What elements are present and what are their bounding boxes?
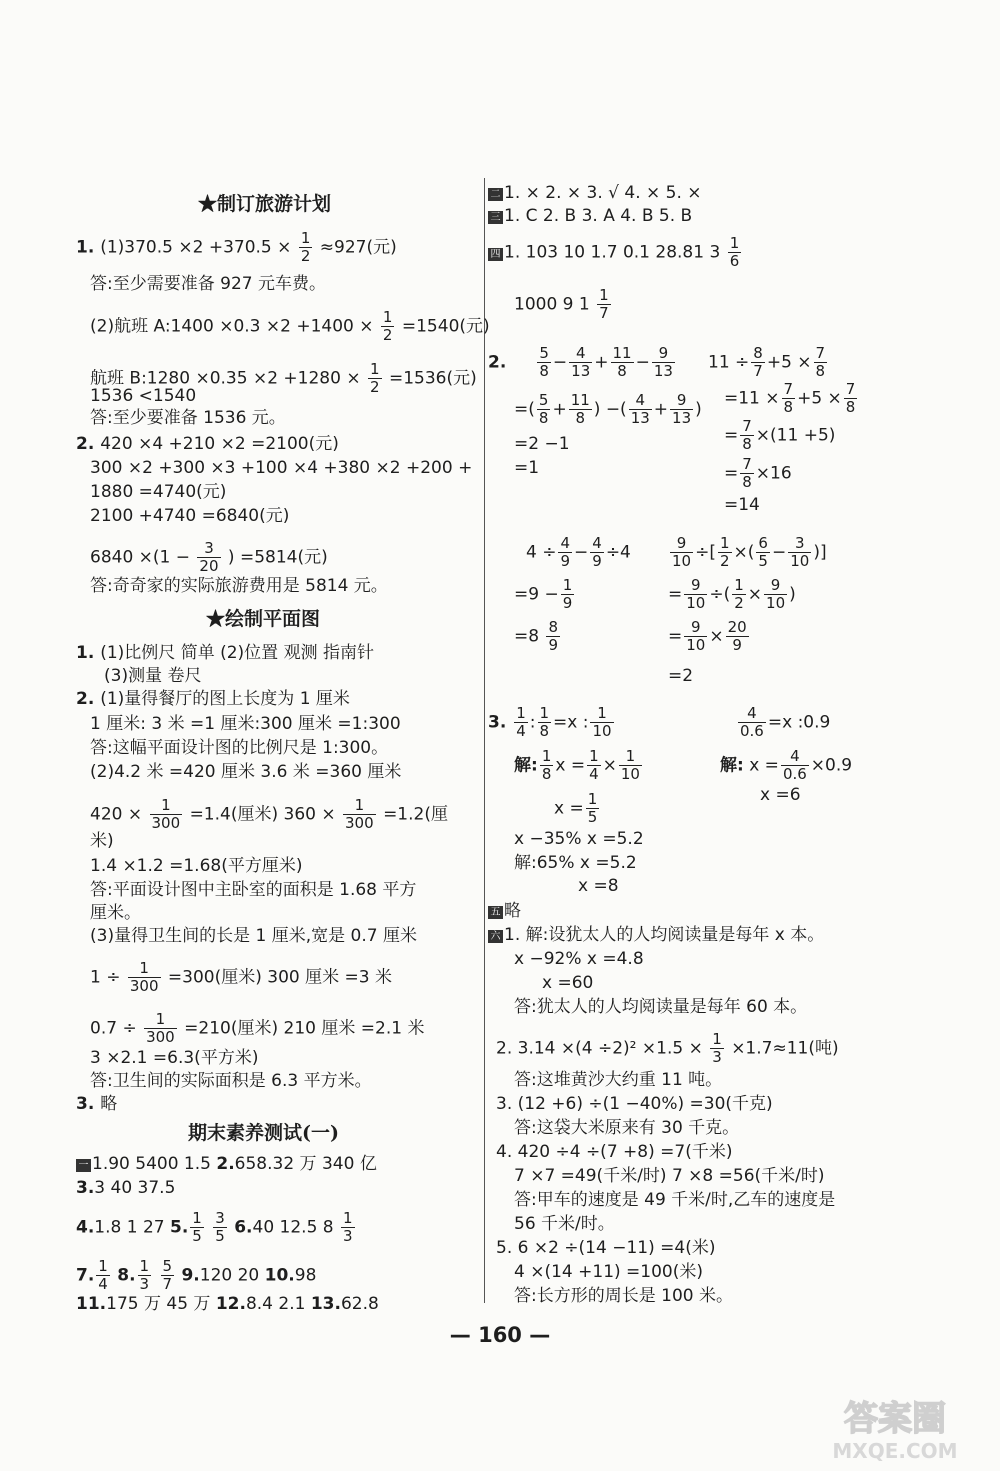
- p2-line-11: 1 ÷ $\frac{1}{300}$ =300(厘米) 300 厘米 =3 米: [90, 959, 393, 995]
- equation-line-2: 解:65% x =5.2: [514, 853, 637, 873]
- equation-line-1: x −35% x =5.2: [514, 829, 644, 849]
- equation-line-3: x =8: [578, 876, 619, 896]
- section-title-exam: 期末素养测试(一): [188, 1122, 339, 1144]
- six-line-10: 7 ×7 =49(千米/时) 7 ×8 =56(千米/时): [514, 1166, 825, 1186]
- six-line-13: 5. 6 ×2 ÷(14 −11) =4(米): [496, 1238, 716, 1258]
- p2-line-12: 0.7 ÷ $\frac{1}{300}$ =210(厘米) 210 厘米 =2.1 米: [90, 1010, 425, 1046]
- fraction: $\frac{1}{6}$: [729, 234, 740, 270]
- simplify-a-line-2: =( $\frac{5}{8}$ + $\frac{11}{8}$ ) −( $\frac{4}{13}$ + $\frac{9}{13}$ ): [514, 391, 702, 427]
- section-title-floorplan: ★绘制平面图: [206, 608, 321, 630]
- section-one-mark: 一: [76, 1159, 91, 1172]
- proportion-b-line-3: x =6: [760, 785, 801, 805]
- fraction: $\frac{3}{5}$: [215, 1209, 225, 1245]
- fraction: $\frac{1}{300}$: [345, 796, 374, 832]
- page-number: — 160 —: [449, 1323, 551, 1347]
- fraction: $\frac{3}{20}$: [199, 539, 219, 575]
- six-line-8: 答:这袋大米原来有 30 千克。: [514, 1118, 740, 1138]
- p1-line-1: 1. (1)比例尺 简单 (2)位置 观测 指南针: [76, 643, 374, 663]
- p3-line: 3. 略: [76, 1094, 118, 1114]
- watermark-text-main: 答案圈: [844, 1399, 946, 1439]
- fraction: $\frac{1}{300}$: [146, 1010, 175, 1046]
- six-line-3: x =60: [542, 973, 594, 993]
- exam-line-5: 11.175 万 45 万 12.8.4 2.1 13.62.8: [76, 1294, 379, 1314]
- fraction: $\frac{1}{300}$: [129, 959, 159, 995]
- six-line-14: 4 ×(14 +11) =100(米): [514, 1262, 704, 1282]
- q2-line-4: 2100 +4740 =6840(元): [90, 506, 290, 526]
- six-line-12: 56 千米/时。: [514, 1214, 615, 1234]
- fraction: $\frac{1}{7}$: [599, 286, 609, 322]
- q2-line-1: 2. 420 ×4 +210 ×2 =2100(元): [76, 434, 339, 454]
- six-line-15: 答:长方形的周长是 100 米。: [514, 1286, 733, 1306]
- simplify-c-line-1: 4 ÷ $\frac{4}{9}$ − $\frac{4}{9}$ ÷4: [526, 534, 631, 570]
- p2-line-14: 答:卫生间的实际面积是 6.3 平方米。: [90, 1071, 372, 1091]
- six-line-11: 答:甲车的速度是 49 千米/时,乙车的速度是: [514, 1190, 836, 1210]
- exam-line-3: 4.1.8 1 27 5. $\frac{1}{5}$ $\frac{3}{5}$ 6.40 12.5 8 $\frac{1}{3}$: [76, 1209, 353, 1245]
- simplify-b-line-1: 11 ÷ $\frac{8}{7}$ +5 × $\frac{7}{8}$: [708, 344, 826, 380]
- section-five: 五 略: [488, 900, 521, 922]
- q2-line-3: 1880 =4740(元): [90, 482, 227, 502]
- p2-line-9: 厘米。: [90, 903, 141, 923]
- simplify-b-line-3: = $\frac{7}{8}$ ×(11 +5): [724, 417, 836, 453]
- watermark-logo: [820, 1390, 970, 1465]
- section-six-mark: 六: [488, 930, 503, 943]
- p2-line-5: 420 × $\frac{1}{300}$ =1.4(厘米) 360 × $\frac{1}{300}$ =1.2(厘: [90, 796, 448, 832]
- fraction: $\frac{1}{2}$: [370, 360, 380, 396]
- simplify-a-line-4: =1: [514, 458, 540, 478]
- simplify-b-line-2: =11 × $\frac{7}{8}$ +5 × $\frac{7}{8}$: [724, 380, 856, 416]
- exam-line-1: 一 1.90 5400 1.5 2.658.32 万 340 亿: [76, 1153, 377, 1175]
- six-line-5: 2. 3.14 ×(4 ÷2)² ×1.5 × $\frac{1}{3}$ ×1.7≈11(吨): [496, 1030, 839, 1066]
- section-three-mark: 三: [488, 211, 503, 224]
- p2-line-8: 答:平面设计图中主卧室的面积是 1.68 平方: [90, 880, 417, 900]
- simplify-d-line-3: = $\frac{9}{10}$ × $\frac{20}{9}$: [668, 618, 747, 654]
- q1-answer-2: 答:至少要准备 1536 元。: [90, 408, 286, 428]
- simplify-d-line-4: =2: [668, 666, 694, 686]
- q1-line-c: 航班 B:1280 ×0.35 ×2 +1280 × $\frac{1}{2}$ =1536(元): [90, 360, 477, 396]
- p2-line-13: 3 ×2.1 =6.3(平方米): [90, 1048, 259, 1068]
- simplify-a-line-1: 2. $\frac{5}{8}$ − $\frac{4}{13}$ + $\frac{11}{8}$ − $\frac{9}{13}$: [488, 344, 673, 380]
- simplify-b-line-4: = $\frac{7}{8}$ ×16: [724, 455, 792, 491]
- fraction: $\frac{1}{3}$: [139, 1257, 150, 1293]
- q2-line-5: 6840 ×(1 − $\frac{3}{20}$ ) =5814(元): [90, 539, 328, 575]
- watermark-text-url: MXQE.COM: [832, 1439, 958, 1463]
- q2-line-2: 300 ×2 +300 ×3 +100 ×4 +380 ×2 +200 +: [90, 458, 473, 478]
- calc-line-1: 四 1. 103 10 1.7 0.1 28.81 3 $\frac{1}{6}$: [488, 235, 743, 270]
- q1-answer-1: 答:至少需要准备 927 元车费。: [90, 274, 326, 294]
- fraction: $\frac{1}{3}$: [343, 1209, 353, 1245]
- p2-line-2: 1 厘米: 3 米 =1 厘米:300 厘米 =1:300: [90, 714, 401, 734]
- p2-line-10: (3)量得卫生间的长是 1 厘米,宽是 0.7 厘米: [90, 926, 417, 946]
- six-line-9: 4. 420 ÷4 ÷(7 +8) =7(千米): [496, 1142, 733, 1162]
- exam-line-4: 7. $\frac{1}{4}$ 8. $\frac{1}{3}$ $\frac{5}{7}$ 9.120 20 10.98: [76, 1257, 317, 1293]
- calc-line-2: 1000 9 1 $\frac{1}{7}$: [514, 286, 609, 322]
- fraction: $\frac{1}{3}$: [712, 1030, 722, 1066]
- section-five-mark: 五: [488, 906, 503, 919]
- proportion-a-line-3: x = $\frac{1}{5}$: [554, 790, 598, 826]
- q1-line-b: (2)航班 A:1400 ×0.3 ×2 +1400 × $\frac{1}{2}$ =1540(元): [90, 308, 490, 344]
- fraction: $\frac{1}{300}$: [151, 796, 181, 832]
- proportion-a-line-2: 解: $\frac{1}{8}$ x = $\frac{1}{4}$ × $\frac{1}{10}$: [514, 747, 640, 783]
- fraction: $\frac{1}{2}$: [300, 229, 311, 265]
- p2-line-6: 米): [90, 831, 114, 851]
- proportion-b-line-1: $\frac{4}{0.6}$ =x :0.9: [740, 704, 831, 740]
- p2-line-1: 2. (1)量得餐厅的图上长度为 1 厘米: [76, 689, 350, 709]
- simplify-d-line-1: $\frac{9}{10}$ ÷[ $\frac{1}{2}$ ×( $\frac{6}{5}$ − $\frac{3}{10}$ )]: [672, 534, 827, 570]
- q1-compare: 1536 <1540: [90, 386, 197, 406]
- p2-line-4: (2)4.2 米 =420 厘米 3.6 米 =360 厘米: [90, 762, 402, 782]
- q1-line-a: 1. (1)370.5 ×2 +370.5 × $\frac{1}{2}$ ≈927(元): [76, 229, 397, 265]
- p2-line-7: 1.4 ×1.2 =1.68(平方厘米): [90, 856, 303, 876]
- q2-answer: 答:奇奇家的实际旅游费用是 5814 元。: [90, 576, 388, 596]
- fraction: $\frac{5}{7}$: [162, 1257, 173, 1293]
- fraction: $\frac{1}{4}$: [98, 1257, 108, 1293]
- simplify-c-line-2: =9 − $\frac{1}{9}$: [514, 576, 573, 612]
- true-false-answers: 二 1. × 2. × 3. √ 4. × 5. ×: [488, 182, 702, 204]
- simplify-d-line-2: = $\frac{9}{10}$ ÷( $\frac{1}{2}$ × $\frac{9}{10}$ ): [668, 576, 796, 612]
- six-line-7: 3. (12 +6) ÷(1 −40%) =30(千克): [496, 1094, 773, 1114]
- proportion-b-line-2: 解: x = $\frac{4}{0.6}$ ×0.9: [720, 747, 853, 783]
- p2-line-3: 答:这幅平面设计图的比例尺是 1:300。: [90, 738, 389, 758]
- fraction: $\frac{1}{5}$: [192, 1209, 202, 1245]
- six-line-6: 答:这堆黄沙大约重 11 吨。: [514, 1070, 723, 1090]
- six-line-2: x −92% x =4.8: [514, 949, 644, 969]
- six-line-4: 答:犹太人的人均阅读量是每年 60 本。: [514, 997, 808, 1017]
- choice-answers: 三 1. C 2. B 3. A 4. B 5. B: [488, 205, 692, 227]
- exam-line-2: 3.3 40 37.5: [76, 1178, 176, 1198]
- simplify-c-line-3: =8 $\frac{8}{9}$: [514, 618, 559, 654]
- proportion-a-line-1: 3. $\frac{1}{4}$ : $\frac{1}{8}$ =x : $\frac{1}{10}$: [488, 704, 612, 740]
- p1-line-2: (3)测量 卷尺: [104, 666, 202, 686]
- column-divider: [484, 178, 485, 1303]
- six-line-1: 六 1. 解:设犹太人的人均阅读量是每年 x 本。: [488, 924, 824, 946]
- section-title-travel: ★制订旅游计划: [198, 193, 332, 215]
- simplify-b-line-5: =14: [724, 495, 760, 515]
- fraction: $\frac{1}{2}$: [382, 308, 393, 344]
- section-four-mark: 四: [488, 248, 503, 261]
- section-two-mark: 二: [488, 188, 503, 201]
- simplify-a-line-3: =2 −1: [514, 434, 570, 454]
